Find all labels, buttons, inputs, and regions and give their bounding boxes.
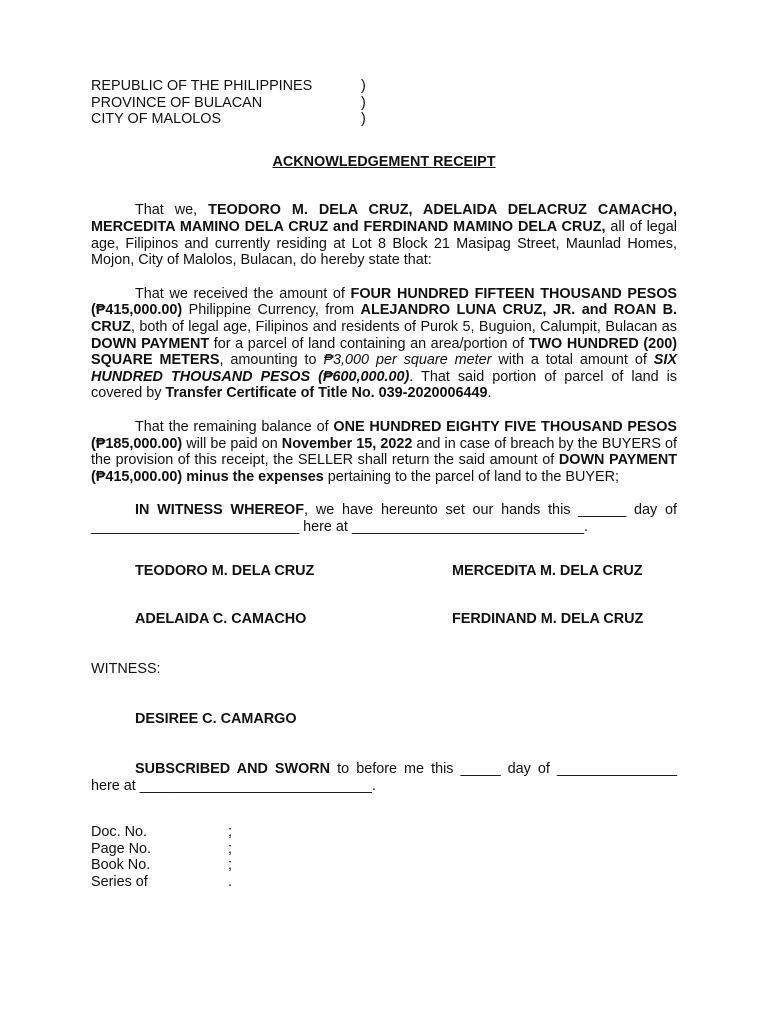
witness-name: DESIREE C. CAMARGO [135, 711, 297, 728]
header-line-republic: REPUBLIC OF THE PHILIPPINES ) [91, 78, 366, 94]
signatory-name: MERCEDITA M. DELA CRUZ [452, 563, 643, 580]
document-title: ACKNOWLEDGEMENT RECEIPT [272, 153, 496, 170]
paragraph-subscribed-sworn: SUBSCRIBED AND SWORN to before me this _____ day of _______________ here at _____________________________. [91, 761, 678, 794]
header-line-province: PROVINCE OF BULACAN ) [91, 94, 366, 111]
venue-header [91, 78, 677, 128]
signatory-name: TEODORO M. DELA CRUZ [135, 563, 315, 580]
paragraph-witness-whereof: IN WITNESS WHEREOF, we have hereunto set our hands this ______ day of __________________________ here at _____________________________. [91, 502, 677, 535]
notarial-docket [91, 824, 677, 890]
signatory-row [91, 611, 677, 628]
docket-row: Series of . [91, 874, 232, 891]
signatory-row [91, 563, 677, 580]
witness-label: WITNESS: [91, 661, 161, 678]
docket-row: Book No. ; [91, 857, 232, 874]
signatory-name: ADELAIDA C. CAMACHO [135, 611, 307, 628]
paragraph-payment: That we received the amount of FOUR HUNDRED FIFTEEN THOUSAND PESOS (₱415,000.00) Philippine Currency, from ALEJANDRO LUNA CRUZ, JR. and ROAN B. CRUZ, both of legal age, Filipinos and residents of Purok 5, Buguion, Calumpit, Bulacan as DOWN PAYMENT for a parcel of land containing an area/portion of TWO HUNDRED (200) SQUARE METERS, amounting to ₱3,000 per square meter with a total amount of SIX HUNDRED THOUSAND PESOS (₱600,000.00). That said portion of parcel of land is covered by Transfer Certificate of Title No. 039-2020006449. [91, 285, 678, 402]
paragraph-parties: That we, TEODORO M. DELA CRUZ, ADELAIDA DELACRUZ CAMACHO, MERCEDITA MAMINO DELA CRUZ and FERDINAND MAMINO DELA CRUZ, all of legal age, Filipinos and currently residing at Lot 8 Block 21 Masipag Street, Maunlad Homes, Mojon, City of Malolos, Bulacan, do hereby state that: [91, 202, 677, 269]
header-line-city: CITY OF MALOLOS ) [91, 111, 366, 128]
paragraph-balance: That the remaining balance of ONE HUNDRED EIGHTY FIVE THOUSAND PESOS (₱185,000.00) will be paid on November 15, 2022 and in case of breach by the BUYERS of the provision of this receipt, the SELLER shall return the said amount of DOWN PAYMENT (₱415,000.00) minus the expenses pertaining to the parcel of land to the BUYER; [91, 418, 678, 485]
docket-row: Doc. No. ; [91, 824, 232, 841]
signatory-name: FERDINAND M. DELA CRUZ [452, 611, 644, 628]
document-page [91, 78, 677, 891]
docket-row: Page No. ; [91, 840, 232, 857]
